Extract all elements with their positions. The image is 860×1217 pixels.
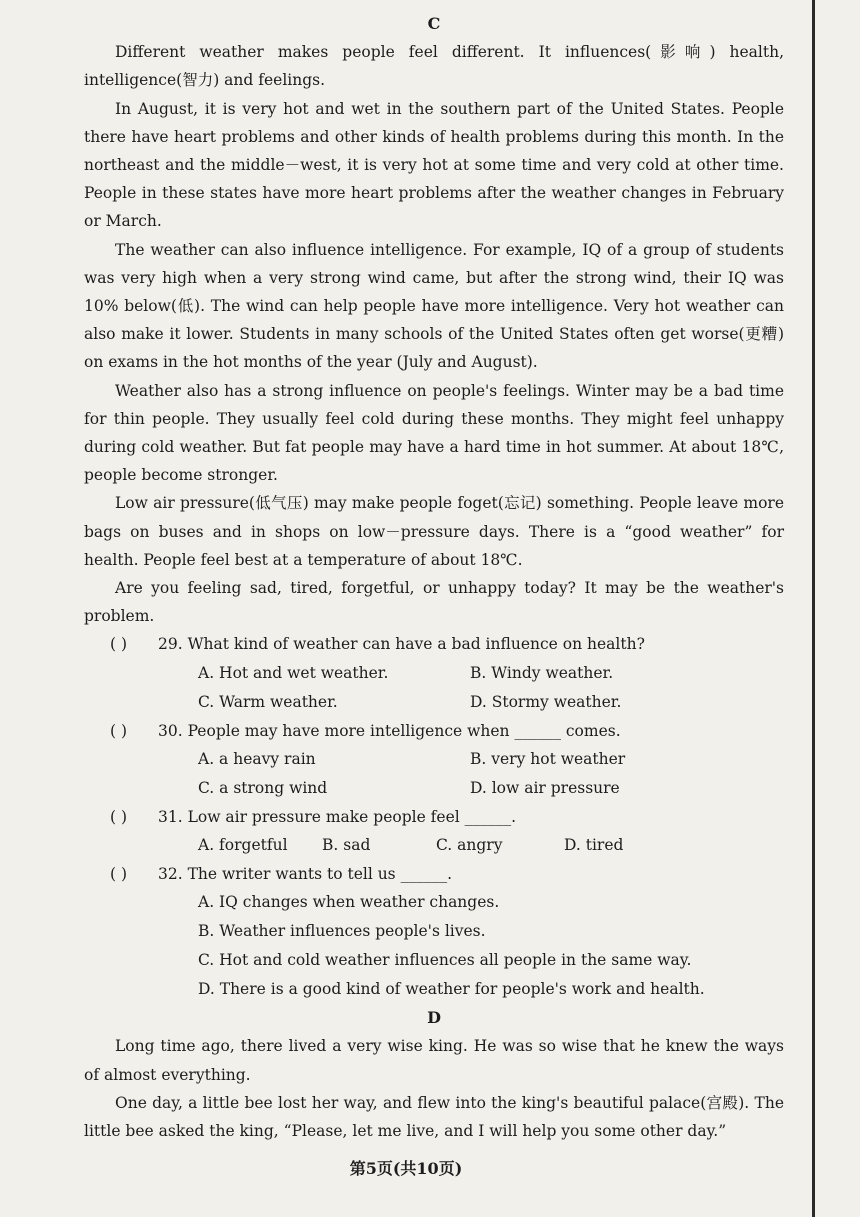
- option-a[interactable]: A. a heavy rain: [198, 749, 316, 768]
- passage-d-paragraph-2: One day, a little bee lost her way, and flew into the king's beautiful palace(宫殿). The little bee asked the king, “Please, let me live, and I will help you some other day.”: [84, 1093, 784, 1141]
- options-list: [84, 831, 784, 860]
- question-stem: 30. People may have more intelligence when ______ comes.: [158, 721, 621, 740]
- answer-blank[interactable]: ( ): [110, 807, 128, 826]
- answer-blank[interactable]: ( ): [110, 865, 128, 884]
- options-list: [84, 888, 784, 1004]
- option-b[interactable]: B. sad: [322, 836, 371, 855]
- passage-c-paragraph-4: Weather also has a strong influence on people's feelings. Winter may be a bad time for thin people. They usually feel cold during these months. They might feel unhappy during cold weather. But fat people may have a hard time in hot summer. At about 18℃, people become stronger.: [84, 381, 784, 485]
- option-c[interactable]: C. a strong wind: [198, 778, 328, 797]
- option-b[interactable]: B. Weather influences people's lives.: [198, 922, 486, 941]
- option-a[interactable]: A. Hot and wet weather.: [198, 663, 389, 682]
- options-list: [84, 745, 784, 803]
- option-a[interactable]: A. IQ changes when weather changes.: [198, 893, 500, 912]
- page-number-footer: 第5页(共10页): [349, 1159, 463, 1178]
- question-stem: 32. The writer wants to tell us ______.: [158, 865, 452, 884]
- question-30: [84, 717, 784, 803]
- question-stem: 31. Low air pressure make people feel ______.: [158, 807, 517, 826]
- page-content: [84, 10, 784, 1145]
- passage-c-paragraph-2: In August, it is very hot and wet in the southern part of the United States. People there have heart problems and other kinds of health problems during this month. In the northeast and the middle－west, it is very hot at some time and very cold at other time. People in these states have more heart problems after the weather changes in February or March.: [84, 99, 784, 231]
- option-d[interactable]: D. tired: [564, 836, 624, 855]
- question-31: [84, 803, 784, 860]
- passage-c-paragraph-6: Are you feeling sad, tired, forgetful, or unhappy today? It may be the weather's problem.: [84, 579, 784, 626]
- options-list: [84, 659, 784, 717]
- passage-c-paragraph-1: Different weather makes people feel different. It influences(影响) health, intelligence(智力) and feelings.: [84, 43, 784, 90]
- option-d[interactable]: D. There is a good kind of weather for people's work and health.: [198, 980, 705, 999]
- passage-d-paragraph-1: Long time ago, there lived a very wise king. He was so wise that he knew the ways of almost everything.: [84, 1037, 784, 1084]
- question-stem: 29. What kind of weather can have a bad influence on health?: [158, 635, 645, 654]
- option-c[interactable]: C. Hot and cold weather influences all people in the same way.: [198, 951, 692, 970]
- question-29: [84, 630, 784, 716]
- page-edge-line: [812, 0, 815, 1217]
- option-c[interactable]: C. Warm weather.: [198, 692, 338, 711]
- section-d-heading: D: [427, 1008, 441, 1028]
- section-c-heading: C: [427, 14, 441, 33]
- passage-c-paragraph-5: Low air pressure(低气压) may make people foget(忘记) something. People leave more bags on buses and in shops on low－pressure days. There is a “good weather” for health. People feel best at a temperature of about 18℃.: [84, 494, 784, 569]
- option-b[interactable]: B. Windy weather.: [470, 663, 614, 682]
- option-b[interactable]: B. very hot weather: [470, 749, 626, 768]
- passage-c-paragraph-3: The weather can also influence intelligence. For example, IQ of a group of students was very high when a very strong wind came, but after the strong wind, their IQ was 10% below(低). The wind can help people have more intelligence. Very hot weather can also make it lower. Students in many schools of the United States often get worse(更糟) on exams in the hot months of the year (July and August).: [84, 240, 784, 372]
- answer-blank[interactable]: ( ): [110, 721, 128, 740]
- option-c[interactable]: C. angry: [436, 836, 503, 855]
- option-a[interactable]: A. forgetful: [198, 836, 288, 855]
- question-32: [84, 860, 784, 1004]
- answer-blank[interactable]: ( ): [110, 635, 128, 654]
- option-d[interactable]: D. low air pressure: [470, 778, 620, 797]
- option-d[interactable]: D. Stormy weather.: [470, 692, 622, 711]
